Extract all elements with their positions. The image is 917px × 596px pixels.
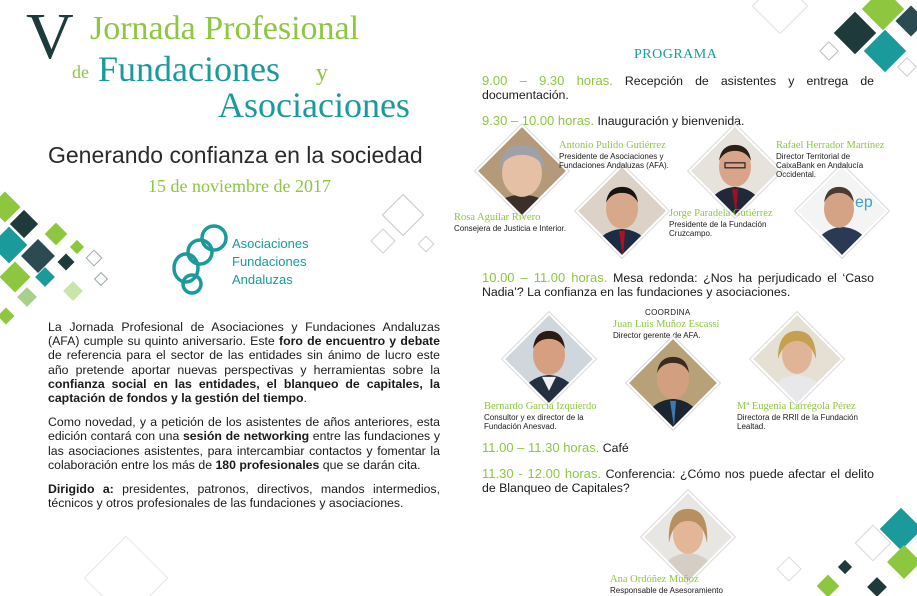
speaker-role-rosa-aguilar: Consejera de Justicia e Interior.: [454, 224, 567, 233]
svg-text:ep: ep: [855, 193, 873, 211]
speaker-photo-maria-eugenia-larregola: [750, 312, 843, 405]
speaker-role-maria-eugenia-larregola: Directora de RRII de la Fundación Lealtad.: [737, 413, 858, 431]
speaker-name-juan-luis-munoz: Juan Luis Muñoz Escassi: [613, 319, 720, 330]
logo-text-fundaciones: Fundaciones: [232, 254, 307, 269]
speaker-role-juan-luis-munoz: Director gerente de AFA.: [613, 331, 701, 340]
afa-logo: [170, 222, 330, 298]
program-item-conference: 11.30 - 12.00 horas. Conferencia: ¿Cómo nos puede afectar el delito de Blanqueo de Capitales?: [482, 466, 874, 495]
logo-text-andaluzas: Andaluzas: [232, 272, 293, 287]
intro-paragraph-2: Como novedad, y a petición de los asistentes de años anteriores, esta edición contará con una sesión de networking entre las fundaciones y las asociaciones asistentes, para intercambiar contactos y fomentar la colaboración entre los más de 180 profesionales que se darán cita.: [48, 415, 440, 472]
speaker-photo-ana-ordonez: [641, 490, 734, 583]
title-line-3: Asociaciones: [218, 85, 410, 125]
logo-text-asociaciones: Asociaciones: [232, 236, 309, 251]
coordina-label: COORDINA: [645, 308, 691, 317]
program-item-reception: 9.00 – 9.30 horas. Recepción de asistentes y entrega de documentación.: [482, 73, 874, 102]
intro-paragraph-3: Dirigido a: presidentes, patronos, directivos, mandos intermedios, técnicos y otros profesionales de las fundaciones y asociaciones.: [48, 482, 440, 511]
speaker-name-jorge-paradela: Jorge Paradela Gutiérrez: [669, 208, 773, 219]
event-date: 15 de noviembre de 2017: [148, 176, 331, 196]
title-numeral: V: [26, 0, 74, 73]
speaker-name-rosa-aguilar: Rosa Aguilar Rivero: [454, 212, 541, 223]
afa-logo-icon: [170, 222, 232, 298]
program-item-coffee: 11.00 – 11.30 horas. Café: [482, 440, 629, 455]
speaker-photo-juan-luis-munoz: [626, 336, 719, 429]
intro-text: [48, 320, 440, 520]
title-line-2: Fundaciones: [98, 49, 280, 89]
speaker-name-rafael-herrador: Rafael Herrador Martínez: [776, 140, 885, 151]
speaker-photo-rafael-herrador: [688, 124, 781, 217]
speaker-name-ana-ordonez: Ana Ordóñez Muñoz: [610, 574, 699, 585]
speaker-name-antonio-pulido: Antonio Pulido Gutiérrez: [559, 140, 666, 151]
title-y: y: [316, 60, 328, 86]
speaker-role-bernardo-garcia: Consultor y ex director de la Fundación Anesvad.: [484, 413, 584, 431]
speaker-photo-antonio-pulido: [575, 164, 668, 257]
speaker-photo-rosa-aguilar: [475, 124, 568, 217]
title-de: de: [72, 62, 89, 82]
title-line-1: Jornada Profesional: [90, 10, 360, 47]
speaker-photo-bernardo-garcia: [502, 312, 595, 405]
speaker-name-bernardo-garcia: Bernardo García Izquierdo: [484, 401, 597, 412]
speaker-role-jorge-paradela: Presidente de la Fundación Cruzcampo.: [669, 220, 767, 238]
program-item-inauguration: 9.30 – 10.00 horas. Inauguración y bienvenida.: [482, 113, 745, 128]
speaker-role-antonio-pulido: Presidente de Asociaciones y Fundaciones Andaluzas (AFA).: [559, 152, 669, 170]
speaker-role-rafael-herrador: Director Territorial de CaixaBank en Andalucía Occidental.: [776, 152, 864, 179]
intro-paragraph-1: La Jornada Profesional de Asociaciones y Fundaciones Andaluzas (AFA) cumple su quinto aniversario. Este foro de encuentro y debate de referencia para el sector de las entidades sin ánimo de lucro este año pretende aportar nuevas perspectivas y herramientas sobre la confianza social en las entidades, el blanqueo de capitales, la captación de fondos y la gestión del tiempo.: [48, 320, 440, 406]
speaker-role-ana-ordonez: Responsable de Asesoramiento: [610, 586, 723, 595]
speaker-name-maria-eugenia-larregola: Mª Eugenia Larrégola Pérez: [737, 401, 856, 412]
program-title: PROGRAMA: [634, 47, 718, 62]
program-item-round-table: 10.00 – 11.00 horas. Mesa redonda: ¿Nos ha perjudicado el ‘Caso Nadia’? La confianza en las fundaciones y asociaciones.: [482, 270, 874, 299]
subtitle: Generando confianza en la sociedad: [48, 142, 423, 168]
